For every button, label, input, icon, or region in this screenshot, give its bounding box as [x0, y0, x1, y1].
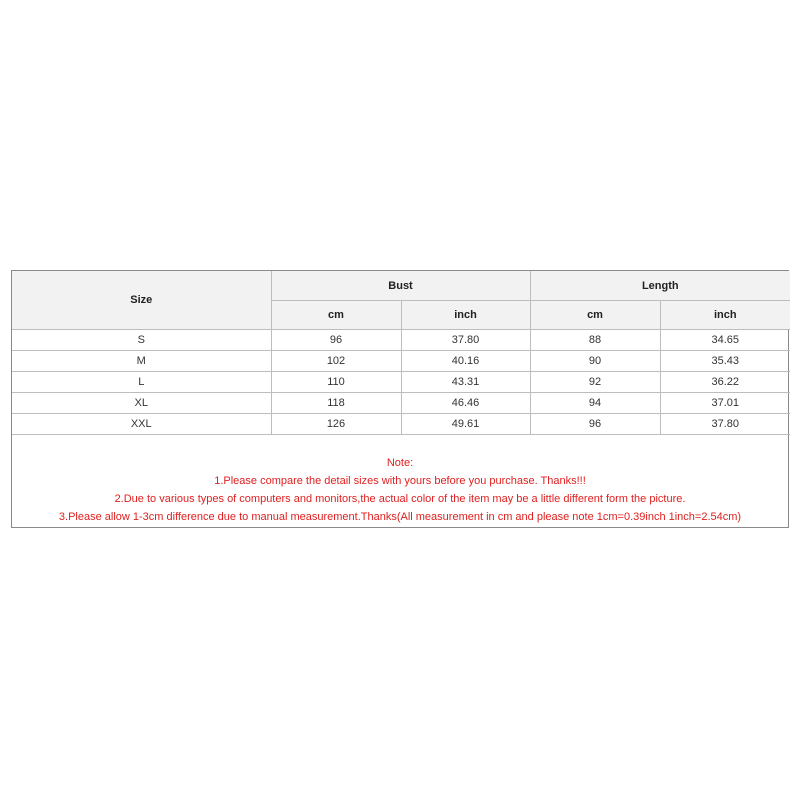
bust-inch-cell: 49.61	[401, 414, 530, 435]
note-line-3: 3.Please allow 1-3cm difference due to manual measurement.Thanks(All measurement in cm and please note 1cm=0.39inch 1inch=2.54cm)	[58, 511, 742, 523]
bust-cm-cell: 118	[271, 393, 401, 414]
table-header-row	[12, 271, 790, 301]
bust-inch-cell: 46.46	[401, 393, 530, 414]
bust-inch-cell: 40.16	[401, 351, 530, 372]
length-column-header: Length	[530, 271, 790, 301]
length-cm-cell: 90	[530, 351, 660, 372]
table-row	[12, 330, 790, 351]
length-cm-header: cm	[530, 301, 660, 330]
size-table	[12, 271, 790, 435]
size-column-header: Size	[12, 271, 271, 330]
table-row	[12, 351, 790, 372]
size-cell: S	[12, 330, 271, 351]
bust-cm-cell: 126	[271, 414, 401, 435]
note-line-1: 1.Please compare the detail sizes with yours before you purchase. Thanks!!!	[214, 475, 586, 487]
size-cell: L	[12, 372, 271, 393]
note-line-2: 2.Due to various types of computers and monitors,the actual color of the item may be a little different form the picture.	[114, 493, 686, 505]
table-row	[12, 414, 790, 435]
bust-inch-cell: 37.80	[401, 330, 530, 351]
table-row	[12, 372, 790, 393]
length-inch-header: inch	[660, 301, 790, 330]
bust-inch-header: inch	[401, 301, 530, 330]
bust-cm-header: cm	[271, 301, 401, 330]
size-chart	[11, 270, 789, 528]
size-cell: XL	[12, 393, 271, 414]
size-cell: M	[12, 351, 271, 372]
length-cm-cell: 92	[530, 372, 660, 393]
bust-cm-cell: 110	[271, 372, 401, 393]
length-inch-cell: 37.80	[660, 414, 790, 435]
notes-section	[12, 435, 788, 526]
length-cm-cell: 96	[530, 414, 660, 435]
bust-cm-cell: 102	[271, 351, 401, 372]
length-cm-cell: 88	[530, 330, 660, 351]
bust-column-header: Bust	[271, 271, 530, 301]
length-inch-cell: 35.43	[660, 351, 790, 372]
length-inch-cell: 34.65	[660, 330, 790, 351]
length-inch-cell: 37.01	[660, 393, 790, 414]
length-cm-cell: 94	[530, 393, 660, 414]
length-inch-cell: 36.22	[660, 372, 790, 393]
note-title: Note:	[386, 457, 414, 469]
bust-inch-cell: 43.31	[401, 372, 530, 393]
bust-cm-cell: 96	[271, 330, 401, 351]
size-cell: XXL	[12, 414, 271, 435]
table-row	[12, 393, 790, 414]
